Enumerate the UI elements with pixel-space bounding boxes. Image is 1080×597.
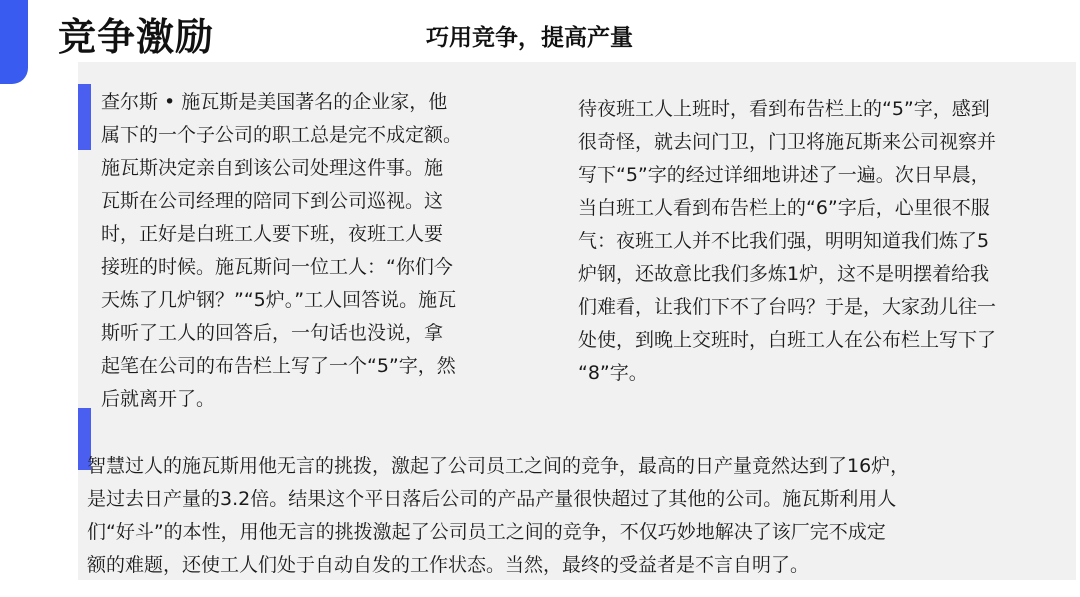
text-line: 当白班工人看到布告栏上的“6”字后，心里很不服 <box>578 197 990 219</box>
text-line: 们难看，让我们下不了台吗？于是，大家劲儿往一 <box>578 296 997 318</box>
text-line: 天炼了几炉钢？”“5炉。”工人回答说。施瓦 <box>101 289 457 311</box>
text-line: 查尔斯 • 施瓦斯是美国著名的企业家，他 <box>101 91 448 113</box>
text-line: 智慧过人的施瓦斯用他无言的挑拨，激起了公司员工之间的竞争，最高的日产量竟然达到了16炉， <box>87 455 910 477</box>
story-paragraph-left <box>101 86 462 416</box>
text-line: 处使，到晚上交班时，白班工人在公布栏上写下了 <box>578 329 997 351</box>
page-subtitle: 巧用竞争，提高产量 <box>426 25 633 51</box>
text-line: 待夜班工人上班时，看到布告栏上的“5”字，感到 <box>578 98 990 120</box>
text-line: 后就离开了。 <box>101 388 216 410</box>
story-paragraph-right <box>578 93 996 390</box>
text-line: 们“好斗”的本性，用他无言的挑拨激起了公司员工之间的竞争，不仅巧妙地解决了该厂完不成定 <box>87 521 886 543</box>
text-line: 时，正好是白班工人要下班，夜班工人要 <box>101 223 444 245</box>
text-line: 斯听了工人的回答后，一句话也没说，拿 <box>101 322 444 344</box>
text-line: 起笔在公司的布告栏上写了一个“5”字，然 <box>101 355 456 377</box>
conclusion-paragraph <box>87 450 909 582</box>
text-line: 接班的时候。施瓦斯问一位工人：“你们今 <box>101 256 453 278</box>
text-line: 是过去日产量的3.2倍。结果这个平日落后公司的产品产量很快超过了其他的公司。施瓦斯利用人 <box>87 488 897 510</box>
paragraph-marker-top <box>78 84 91 150</box>
text-line: 炉钢，还故意比我们多炼1炉，这不是明摆着给我 <box>578 263 990 285</box>
text-line: 很奇怪，就去问门卫，门卫将施瓦斯来公司视察并 <box>578 131 997 153</box>
accent-tab <box>0 0 28 84</box>
text-line: “8”字。 <box>578 362 648 384</box>
text-line: 气：夜班工人并不比我们强，明明知道我们炼了5 <box>578 230 990 252</box>
text-line: 额的难题，还使工人们处于自动自发的工作状态。当然，最终的受益者是不言自明了。 <box>87 554 810 576</box>
page-title: 竞争激励 <box>58 15 215 59</box>
text-line: 写下“5”字的经过详细地讲述了一遍。次日早晨， <box>578 164 990 186</box>
text-line: 属下的一个子公司的职工总是完不成定额。 <box>101 124 463 146</box>
text-line: 施瓦斯决定亲自到该公司处理这件事。施 <box>101 157 444 179</box>
text-line: 瓦斯在公司经理的陪同下到公司巡视。这 <box>101 190 444 212</box>
